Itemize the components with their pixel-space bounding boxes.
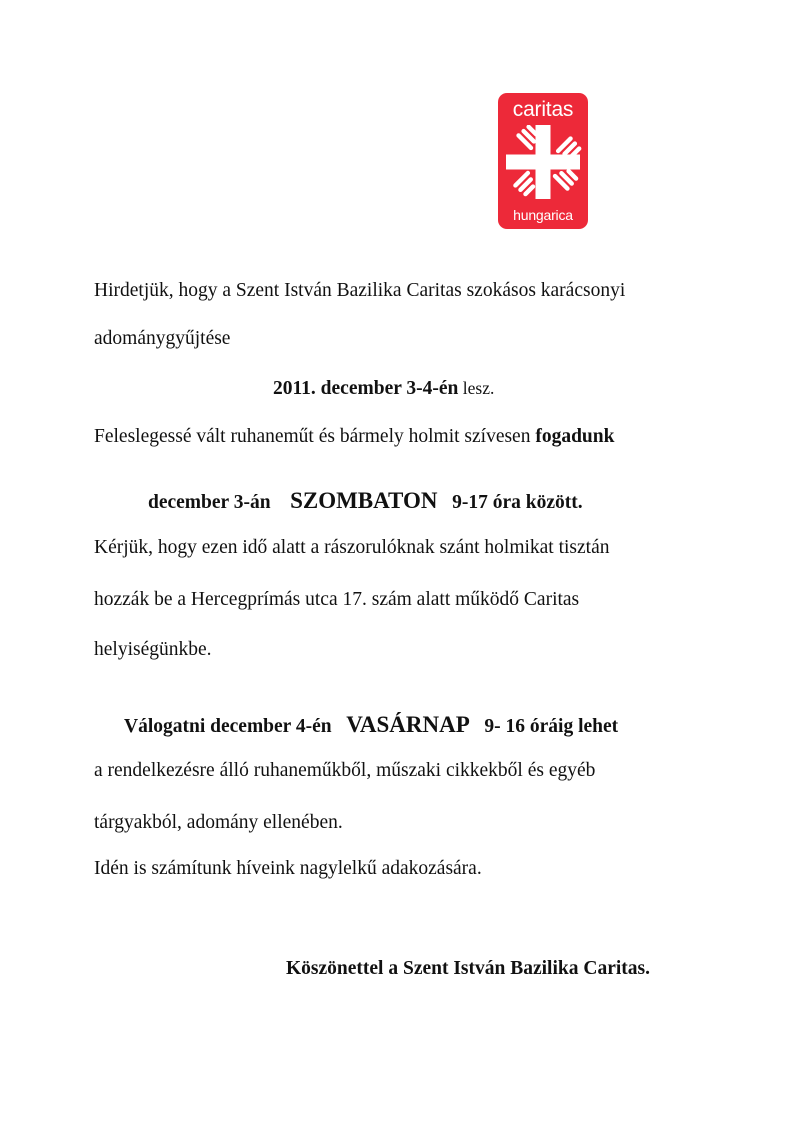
saturday-schedule-line — [148, 489, 583, 513]
saturday-gap-1 — [271, 492, 291, 513]
sunday-lead: Válogatni december 4-én — [124, 716, 332, 737]
caritas-hungarica-logo — [498, 93, 588, 229]
closing-signature: Köszönettel a Szent István Bazilika Caritas. — [286, 958, 650, 979]
donation-accept-line — [94, 427, 614, 447]
sunday-schedule-line — [124, 713, 618, 737]
instructions-line-1: Kérjük, hogy ezen idő alatt a rászorulóknak szánt holmikat tisztán — [94, 537, 610, 558]
instructions-line-3: helyiségünkbe. — [94, 639, 212, 660]
saturday-gap-2 — [437, 492, 452, 513]
paragraph-intro-line-1: Hirdetjük, hogy a Szent István Bazilika Caritas szokásos karácsonyi — [94, 280, 626, 301]
selection-items-line-2: tárgyakból, adomány ellenében. — [94, 812, 343, 833]
collection-date-tail: lesz. — [458, 378, 495, 398]
saturday-dayname: SZOMBATON — [290, 488, 438, 513]
caritas-flame-cross-icon — [501, 125, 585, 199]
sunday-gap-1 — [332, 716, 347, 737]
selection-items-line-1: a rendelkezésre álló ruhaneműkből, műszaki cikkekből és egyéb — [94, 760, 596, 781]
instructions-line-2: hozzák be a Hercegprímás utca 17. szám alatt működő Caritas — [94, 589, 580, 610]
collection-date-bold: 2011. december 3-4-én — [273, 378, 459, 399]
sunday-gap-2 — [470, 716, 485, 737]
logo-wordmark-caritas: caritas — [512, 98, 574, 121]
sunday-hours: 9- 16 óráig lehet — [484, 716, 619, 737]
saturday-hours: 9-17 óra között. — [452, 492, 583, 513]
saturday-date: december 3-án — [148, 492, 271, 513]
donation-accept-bold: fogadunk — [535, 426, 615, 447]
donation-accept-plain: Feleslegessé vált ruhaneműt és bármely holmit szívesen — [94, 426, 536, 447]
appeal-line: Idén is számítunk híveink nagylelkű adakozására. — [94, 858, 482, 879]
collection-date-line — [273, 379, 494, 399]
paragraph-intro-line-2: adománygyűjtése — [94, 328, 231, 349]
logo-wordmark-hungarica: hungarica — [513, 207, 573, 223]
sunday-dayname: VASÁRNAP — [346, 712, 470, 737]
